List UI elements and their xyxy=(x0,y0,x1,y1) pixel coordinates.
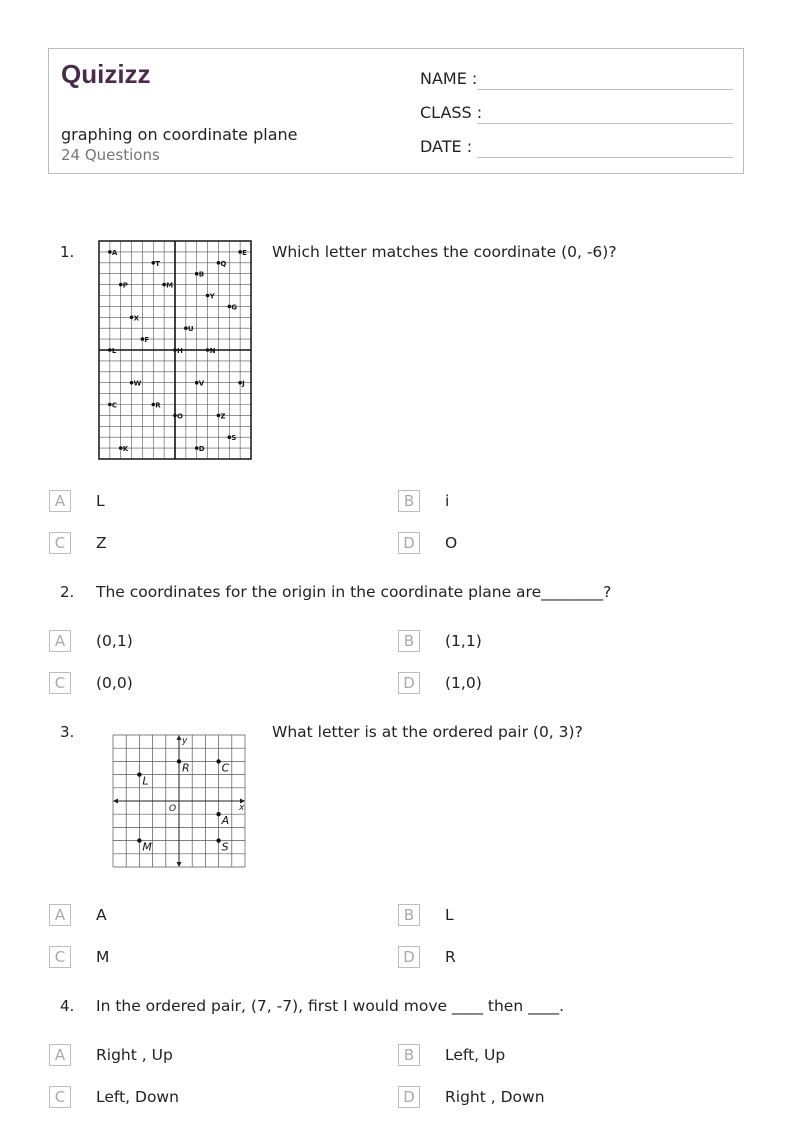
option-box-c[interactable]: C xyxy=(49,1086,71,1108)
point-label: E xyxy=(242,248,247,257)
point-label: A xyxy=(111,248,118,257)
point-label: K xyxy=(122,445,129,454)
name-label: NAME : xyxy=(420,69,478,88)
point-label: H xyxy=(177,347,183,355)
option-box-c[interactable]: C xyxy=(49,946,71,968)
option-box-d[interactable]: D xyxy=(398,1086,420,1108)
quizizz-logo: Quizizz xyxy=(61,59,151,89)
option-box-a[interactable]: A xyxy=(49,490,71,512)
y-axis-arrow-down xyxy=(177,862,182,867)
name-field-line[interactable] xyxy=(477,89,733,90)
point-label: A xyxy=(221,814,230,828)
point-label: U xyxy=(187,325,194,334)
x-axis-arrow-left xyxy=(113,799,118,804)
x-axis-label: x xyxy=(239,803,245,813)
option-box-d[interactable]: D xyxy=(398,672,420,694)
point-label: R xyxy=(155,401,161,410)
date-label: DATE : xyxy=(420,137,473,156)
class-field-line[interactable] xyxy=(477,123,733,124)
option-box-b[interactable]: B xyxy=(398,1044,420,1066)
point-label: P xyxy=(122,281,128,290)
option-text: A xyxy=(96,906,107,924)
class-label: CLASS : xyxy=(420,103,483,122)
point-label: R xyxy=(182,761,190,775)
point-label: F xyxy=(144,336,150,345)
option-box-b[interactable]: B xyxy=(398,904,420,926)
option-box-c[interactable]: C xyxy=(49,672,71,694)
point-label: Z xyxy=(220,412,226,421)
y-axis-arrow-up xyxy=(177,735,182,740)
option-text: Right , Down xyxy=(445,1088,545,1106)
point-r xyxy=(177,759,181,763)
option-text: Z xyxy=(96,534,107,552)
option-box-a[interactable]: A xyxy=(49,904,71,926)
point-label: T xyxy=(155,259,161,268)
point-label: G xyxy=(231,303,238,312)
point-label: L xyxy=(142,774,149,788)
coordinate-plane-figure xyxy=(110,730,250,870)
option-text: Right , Up xyxy=(96,1046,173,1064)
point-label: B xyxy=(198,270,205,279)
worksheet-title: graphing on coordinate plane xyxy=(61,125,298,144)
question-text: In the ordered pair, (7, -7), first I would move ____ then ____. xyxy=(96,997,564,1015)
option-box-d[interactable]: D xyxy=(398,946,420,968)
question-number: 3. xyxy=(60,723,75,741)
option-text: (1,1) xyxy=(445,632,482,650)
y-axis-label: y xyxy=(182,736,188,746)
point-label: J xyxy=(242,379,245,388)
point-label: S xyxy=(221,840,229,854)
option-text: M xyxy=(96,948,110,966)
point-label: S xyxy=(231,434,237,443)
point-label: Y xyxy=(209,292,215,301)
option-text: Left, Up xyxy=(445,1046,506,1064)
question-text: Which letter matches the coordinate (0, -6)? xyxy=(272,243,617,261)
point-label: Q xyxy=(220,259,227,268)
option-box-b[interactable]: B xyxy=(398,630,420,652)
option-text: Left, Down xyxy=(96,1088,179,1106)
point-label: X xyxy=(133,314,139,323)
question-number: 2. xyxy=(60,583,75,601)
point-label: D xyxy=(198,445,205,454)
option-box-d[interactable]: D xyxy=(398,532,420,554)
point-label: V xyxy=(198,379,205,388)
option-box-c[interactable]: C xyxy=(49,532,71,554)
option-text: R xyxy=(445,948,456,966)
point-a xyxy=(216,812,220,816)
point-label: W xyxy=(133,379,142,388)
question-number: 1. xyxy=(60,243,75,261)
coordinate-grid-figure xyxy=(98,240,252,460)
point-c xyxy=(216,759,220,763)
point-m xyxy=(137,838,141,842)
point-label: L xyxy=(111,347,117,355)
origin-label: O xyxy=(169,804,177,814)
option-box-a[interactable]: A xyxy=(49,630,71,652)
point-l xyxy=(137,772,141,776)
question-text: The coordinates for the origin in the coordinate plane are________? xyxy=(96,583,612,601)
question-number: 4. xyxy=(60,997,75,1015)
point-label: C xyxy=(111,401,117,410)
option-text: (0,1) xyxy=(96,632,133,650)
option-text: (0,0) xyxy=(96,674,133,692)
option-box-b[interactable]: B xyxy=(398,490,420,512)
worksheet-header xyxy=(48,48,744,174)
point-label: M xyxy=(166,281,174,290)
option-text: L xyxy=(445,906,454,924)
option-text: L xyxy=(96,492,105,510)
option-text: (1,0) xyxy=(445,674,482,692)
point-label: N xyxy=(209,347,216,355)
question-text: What letter is at the ordered pair (0, 3)? xyxy=(272,723,583,741)
point-label: O xyxy=(177,412,183,421)
option-box-a[interactable]: A xyxy=(49,1044,71,1066)
option-text: O xyxy=(445,534,458,552)
point-s xyxy=(216,838,220,842)
point-label: C xyxy=(221,761,230,775)
date-field-line[interactable] xyxy=(477,157,733,158)
question-count: 24 Questions xyxy=(61,146,160,164)
point-label: M xyxy=(142,840,152,854)
option-text: i xyxy=(445,492,450,510)
